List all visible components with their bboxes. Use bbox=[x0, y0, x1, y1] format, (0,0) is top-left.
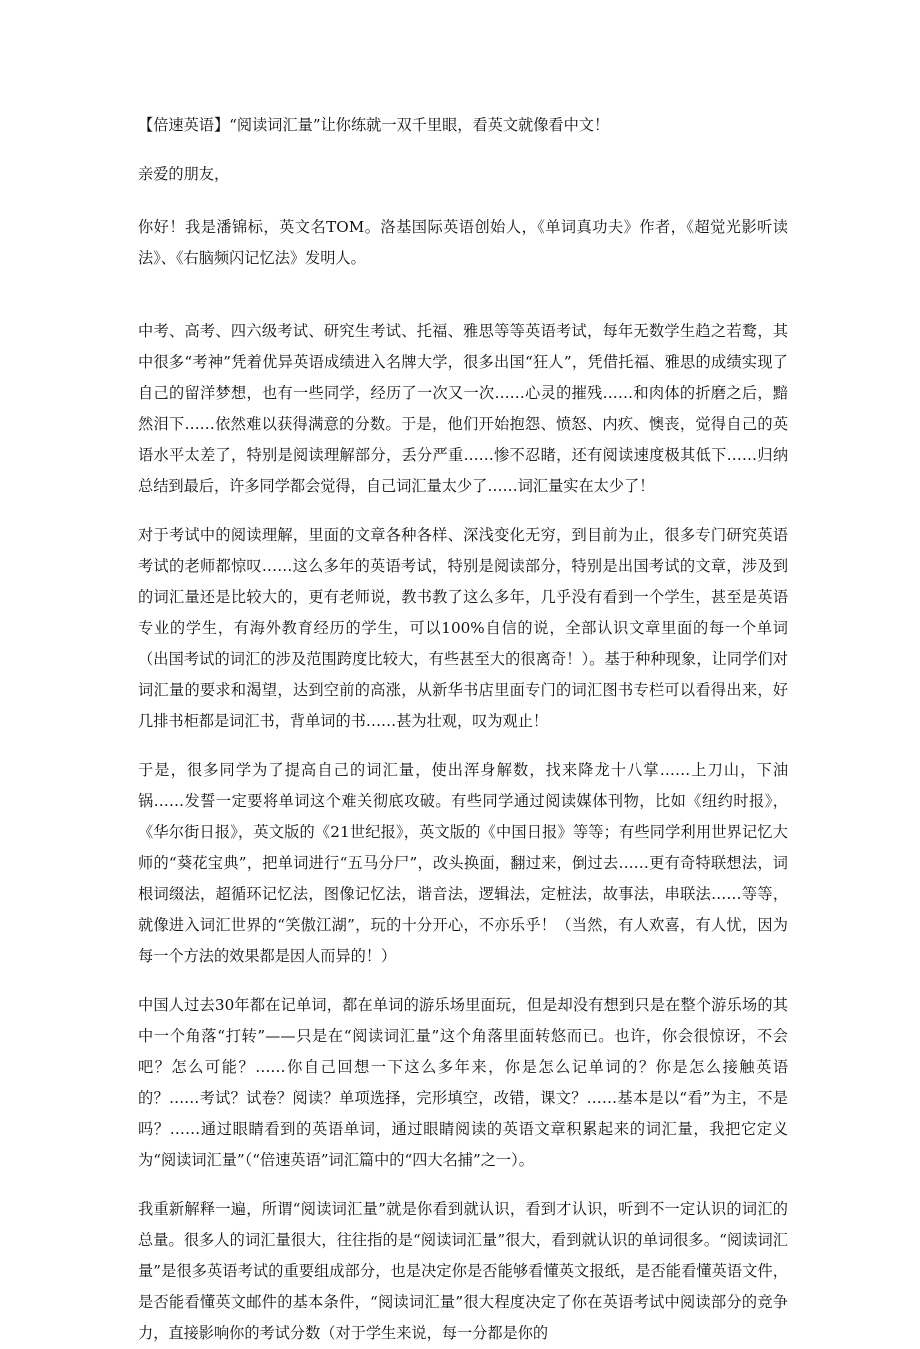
body-paragraph-4: 中国人过去30年都在记单词，都在单词的游乐场里面玩，但是却没有想到只是在整个游乐场的其中一个角落“打转”——只是在“阅读词汇量”这个角落里面转悠而已。也许，你会很惊讶，不会吧？怎么可能？……你自己回想一下这么多年来，你是怎么记单词的？你是怎么接触英语的？……考试？试卷？阅读？单项选择，完形填空，改错，课文？……基本是以“看”为主，不是吗？……通过眼睛看到的英语单词，通过眼睛阅读的英语文章积累起来的词汇量，我把它定义为“阅读词汇量”（“倍速英语”词汇篇中的“四大名捕”之一）。 bbox=[138, 996, 788, 1169]
body-paragraph-2: 对于考试中的阅读理解，里面的文章各种各样、深浅变化无穷，到目前为止，很多专门研究英语考试的老师都惊叹……这么多年的英语考试，特别是阅读部分，特别是出国考试的文章，涉及到的词汇量还是比较大的，更有老师说，教书教了这么多年，几乎没有看到一个学生，甚至是英语专业的学生，有海外教育经历的学生，可以100%自信的说，全部认识文章里面的每一个单词（出国考试的词汇的涉及范围跨度比较大，有些甚至大的很离奇！）。基于种种现象，让同学们对词汇量的要求和渴望，达到空前的高涨，从新华书店里面专门的词汇图书专栏可以看得出来，好几排书柜都是词汇书，背单词的书……甚为壮观，叹为观止！ bbox=[138, 526, 788, 730]
body-paragraph-1: 中考、高考、四六级考试、研究生考试、托福、雅思等等英语考试，每年无数学生趋之若鹜，其中很多“考神”凭着优异英语成绩进入名牌大学，很多出国“狂人”，凭借托福、雅思的成绩实现了自己的留洋梦想，也有一些同学，经历了一次又一次……心灵的摧残……和肉体的折磨之后，黯然泪下……依然难以获得满意的分数。于是，他们开始抱怨、愤怒、内疚、懊丧，觉得自己的英语水平太差了，特别是阅读理解部分，丢分严重……惨不忍睹，还有阅读速度极其低下……归纳总结到最后，许多同学都会觉得，自己词汇量太少了……词汇量实在太少了！ bbox=[138, 322, 788, 495]
document-title: 【倍速英语】“阅读词汇量”让你练就一双千里眼，看英文就像看中文！ bbox=[138, 116, 610, 134]
greeting: 亲爱的朋友， bbox=[138, 165, 230, 183]
body-paragraph-3: 于是，很多同学为了提高自己的词汇量，使出浑身解数，找来降龙十八掌……上刀山，下油锅……发誓一定要将单词这个难关彻底攻破。有些同学通过阅读媒体刊物，比如《纽约时报》，《华尔街日报》，英文版的《21世纪报》，英文版的《中国日报》等等；有些同学利用世界记忆大师的“葵花宝典”，把单词进行“五马分尸”，改头换面，翻过来，倒过去……更有奇特联想法，词根词缀法，超循环记忆法，图像记忆法，谐音法，逻辑法，定桩法，故事法，串联法……等等，就像进入词汇世界的“笑傲江湖”，玩的十分开心，不亦乐乎！（当然，有人欢喜，有人忧，因为每一个方法的效果都是因人而异的！） bbox=[138, 761, 788, 965]
body-paragraph-5: 我重新解释一遍，所谓“阅读词汇量”就是你看到就认识，看到才认识，听到不一定认识的词汇的总量。很多人的词汇量很大，往往指的是“阅读词汇量”很大，看到就认识的单词很多。“阅读词汇量”是很多英语考试的重要组成部分，也是决定你是否能够看懂英文报纸，是否能看懂英语文件，是否能看懂英文邮件的基本条件，“阅读词汇量”很大程度决定了你在英语考试中阅读部分的竞争力，直接影响你的考试分数（对于学生来说，每一分都是你的 bbox=[138, 1200, 788, 1342]
intro-paragraph: 你好！我是潘锦标，英文名TOM。洛基国际英语创始人，《单词真功夫》作者，《超觉光影听读法》、《右脑频闪记忆法》发明人。 bbox=[138, 218, 788, 267]
document-page bbox=[138, 110, 788, 1349]
